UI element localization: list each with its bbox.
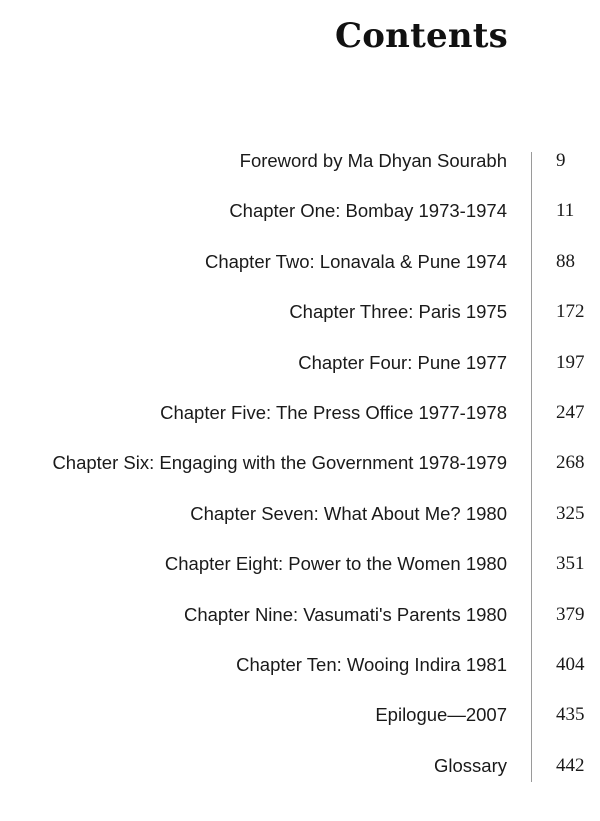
toc-entry-page: 268 — [556, 452, 585, 474]
toc-entry-title: Chapter Four: Pune 1977 — [298, 351, 507, 373]
toc-entry-title: Chapter Seven: What About Me? 1980 — [190, 502, 507, 524]
toc-entry[interactable] — [0, 700, 600, 750]
toc-entry[interactable] — [0, 297, 600, 347]
toc-entry[interactable] — [0, 348, 600, 398]
toc-entry-page: 351 — [556, 553, 585, 575]
toc-entry-title: Foreword by Ma Dhyan Sourabh — [239, 150, 507, 171]
toc-entry-page: 442 — [556, 754, 585, 776]
toc-entry-title: Glossary — [434, 754, 507, 776]
toc-entry-title: Chapter Six: Engaging with the Government 1978-1979 — [52, 452, 507, 474]
toc-entry[interactable] — [0, 751, 600, 801]
toc-entry-page: 88 — [556, 250, 575, 272]
toc-entry-title: Chapter Five: The Press Office 1977-1978 — [160, 401, 507, 423]
toc-entry-page: 379 — [556, 603, 585, 625]
toc-entry[interactable] — [0, 247, 600, 297]
toc-entry-page: 435 — [556, 704, 585, 726]
toc-entry-title: Chapter One: Bombay 1973-1974 — [229, 200, 507, 222]
toc-entry-page: 197 — [556, 351, 585, 373]
toc-entry[interactable] — [0, 146, 600, 196]
toc-entry-page: 247 — [556, 401, 585, 423]
toc-entry[interactable] — [0, 600, 600, 650]
toc-entry-page: 172 — [556, 301, 585, 323]
toc-entry-page: 404 — [556, 653, 585, 675]
toc-entry[interactable] — [0, 448, 600, 498]
toc-entry-page: 9 — [556, 150, 566, 171]
toc-entry-title: Chapter Two: Lonavala & Pune 1974 — [204, 250, 507, 272]
toc-entry[interactable] — [0, 650, 600, 700]
toc-entry[interactable] — [0, 549, 600, 599]
toc-entry-title: Chapter Three: Paris 1975 — [289, 301, 507, 323]
toc-entry[interactable] — [0, 499, 600, 549]
table-of-contents — [0, 146, 600, 786]
toc-entry[interactable] — [0, 196, 600, 246]
toc-entry-page: 325 — [556, 502, 585, 524]
page-title: Contents — [335, 16, 508, 56]
toc-entry-title: Epilogue—2007 — [375, 704, 507, 726]
toc-entry-title: Chapter Eight: Power to the Women 1980 — [164, 553, 507, 575]
toc-entry[interactable] — [0, 398, 600, 448]
toc-entry-title: Chapter Nine: Vasumati's Parents 1980 — [183, 603, 507, 625]
toc-entry-title: Chapter Ten: Wooing Indira 1981 — [236, 653, 507, 675]
toc-entry-page: 11 — [556, 200, 575, 222]
